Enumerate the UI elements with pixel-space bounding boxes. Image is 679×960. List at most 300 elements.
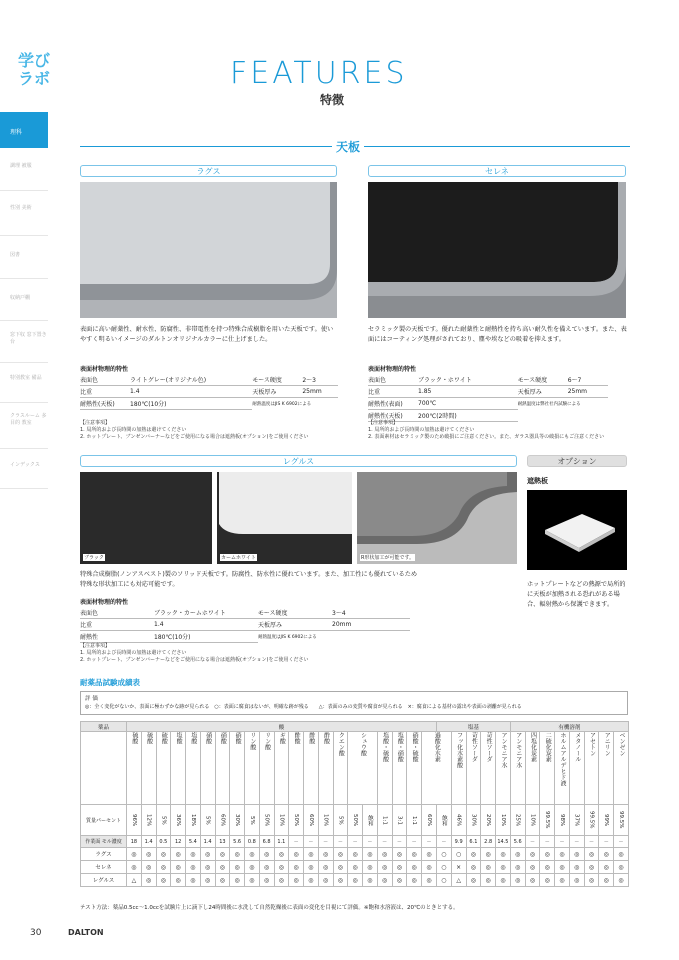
result-value: ◎	[569, 874, 584, 887]
chemical-label: 苛性ソーダ	[485, 732, 493, 762]
table-row: 表面色 ブラック・ホワイト モース硬度 6～7	[368, 374, 608, 386]
table-row: 比重 1.85 天板厚み 25mm	[368, 386, 608, 398]
concentration-text: 30%	[470, 813, 477, 827]
concentration-text: 99%	[603, 813, 610, 827]
tab-regurusu: レグルス	[80, 455, 517, 467]
test-footnote: テスト方法：薬品0.5cc～1.0ccを試験片上に滴下し24時間後に水洗して自然乾燥後に表面の変化を目視にて評価。※飽和水溶液は、20℃のときとする。	[80, 905, 459, 911]
option-title: 遮熱板	[527, 477, 548, 485]
chemical-label: 塩酸	[175, 732, 183, 744]
concentration-text: 1:1	[411, 815, 418, 825]
result-value: ◎	[466, 848, 481, 861]
chemical-name	[348, 732, 378, 805]
chemical-name	[333, 732, 348, 805]
result-value: ◎	[422, 874, 437, 887]
chemical-name	[422, 732, 452, 805]
result-value: ◎	[245, 848, 260, 861]
chemical-name	[200, 732, 215, 805]
tab-ragusu: ラグス	[80, 165, 337, 177]
concentration-text: 60%	[307, 813, 314, 827]
concentration-value	[127, 805, 142, 836]
divider	[0, 278, 48, 279]
concentration-value	[304, 805, 319, 836]
molarity-value: －	[422, 836, 437, 848]
molarity-value: 6.8	[259, 836, 274, 848]
molarity-value: －	[289, 836, 304, 848]
concentration-text: 5%	[204, 815, 211, 825]
result-value: ◎	[525, 874, 540, 887]
brand-logo: DALTON	[68, 928, 104, 937]
option-description: ホットプレートなどの熱源で局所的に天板が加熱される恐れがある場合、輻射熱から保護できます。	[527, 581, 626, 608]
concentration-value	[377, 805, 392, 836]
chemical-name	[555, 732, 570, 805]
concentration-value	[274, 805, 289, 836]
divider	[0, 362, 48, 363]
sidebar-item-classroom[interactable]: クラスルーム 多目的 教室	[10, 413, 47, 426]
table-row	[81, 836, 629, 848]
group-header: 塩基	[437, 722, 511, 732]
result-value: ◎	[599, 848, 614, 861]
result-value: ◎	[171, 848, 186, 861]
result-value: ◎	[555, 874, 570, 887]
concentration-value	[540, 805, 555, 836]
table-row	[81, 805, 629, 836]
concentration-text: 99.5%	[588, 811, 595, 829]
concentration-value	[481, 805, 496, 836]
result-value: ◎	[614, 874, 629, 887]
chemical-label: 硫酸	[130, 732, 138, 744]
concentration-value	[215, 805, 230, 836]
result-value: ◎	[525, 848, 540, 861]
table-row: 比重 1.4 天板厚み 20mm	[80, 619, 410, 631]
result-value: ◎	[186, 848, 201, 861]
result-value: ◎	[422, 861, 437, 874]
concentration-value	[186, 805, 201, 836]
regurusu-spec-table	[80, 607, 410, 643]
molarity-value: 14.5	[496, 836, 511, 848]
result-value: ◎	[525, 861, 540, 874]
sidebar-item-rika[interactable]: 理科	[0, 112, 48, 148]
divider	[0, 448, 48, 449]
concentration-text: 96%	[130, 813, 137, 827]
result-value: ◎	[230, 861, 245, 874]
result-value: ◎	[540, 848, 555, 861]
concentration-value	[259, 805, 274, 836]
molarity-value: 5.6	[230, 836, 245, 848]
result-value: ◎	[333, 861, 348, 874]
concentration-value	[569, 805, 584, 836]
sidebar-item-index[interactable]: インデックス	[10, 462, 40, 468]
molarity-value: －	[363, 836, 378, 848]
concentration-value	[392, 805, 407, 836]
chemical-name	[156, 732, 171, 805]
result-value: ◎	[584, 874, 599, 887]
molarity-value: 1.4	[141, 836, 156, 848]
result-value: ◎	[245, 861, 260, 874]
chemical-name	[215, 732, 230, 805]
result-value: ○	[451, 848, 466, 861]
legend-box: 評 価 ◎：全く変化がないか、表面に極わずかな跡が見られる ○：表面に腐食はないが、明確な跡が残る △：表面のみの変質や腐食が見られる ×：腐食による基材の露出や表面の剥離が見られる	[80, 691, 628, 715]
serene-image	[368, 182, 626, 318]
divider	[0, 235, 48, 236]
result-value: ◎	[540, 861, 555, 874]
concentration-value	[466, 805, 481, 836]
result-value: ◎	[274, 861, 289, 874]
result-value: ◎	[318, 874, 333, 887]
result-row-label: レグルス	[81, 874, 127, 887]
ragusu-image	[80, 182, 337, 318]
concentration-text: 5%	[248, 815, 255, 825]
molarity-value: 5.4	[186, 836, 201, 848]
chemical-label: 塩酸・硫酸	[381, 732, 389, 762]
result-value: ◎	[289, 874, 304, 887]
chemical-label: アンモニア水	[499, 732, 507, 768]
result-value: ◎	[466, 861, 481, 874]
chemical-label: 硫酸	[160, 732, 168, 744]
chemical-name	[289, 732, 304, 805]
molarity-value: －	[614, 836, 629, 848]
chemical-name	[525, 732, 540, 805]
sidebar-item-special[interactable]: 特別教室 備品	[10, 375, 42, 381]
concentration-text: 10%	[278, 813, 285, 827]
result-row-label: セレネ	[81, 861, 127, 874]
serene-description: セラミック製の天板です。優れた耐薬性と耐熱性を持ち高い耐久性を備えています。また、表面にはコーティング処理がされており、塵や埃などの吸着を抑えます。	[368, 326, 627, 343]
table-row: 耐熱性(天板) 180℃(10分) 耐熱温度はJIS K 6902による	[80, 398, 338, 410]
chemical-name	[259, 732, 274, 805]
chemical-label: ホルムアルデヒド液	[558, 732, 566, 786]
result-value: ◎	[186, 874, 201, 887]
result-value: ◎	[200, 848, 215, 861]
result-value: ◎	[348, 861, 363, 874]
result-value: ◎	[333, 848, 348, 861]
result-value: ◎	[333, 874, 348, 887]
chemical-label: 硝酸・硫酸	[411, 732, 419, 762]
concentration-text: 10%	[499, 813, 506, 827]
molarity-value: －	[304, 836, 319, 848]
molarity-value: －	[333, 836, 348, 848]
molarity-value: －	[318, 836, 333, 848]
chemical-label: 塩酸・硝酸	[396, 732, 404, 762]
work-surface-label: 作業面	[85, 839, 101, 845]
result-value: ◎	[127, 848, 142, 861]
sidebar-item-art[interactable]: 性別 美術	[10, 205, 32, 211]
result-value: ◎	[259, 848, 274, 861]
concentration-text: 99.5%	[617, 811, 624, 829]
chemical-name	[377, 732, 392, 805]
molarity-value: －	[599, 836, 614, 848]
chemical-label: 四塩化炭素	[529, 732, 537, 762]
sidebar-item-storage[interactable]: 収納戸棚	[10, 295, 31, 301]
chemical-label: 硝酸	[234, 732, 242, 744]
table-row	[81, 874, 629, 887]
result-value: ×	[451, 861, 466, 874]
concentration-text: 50%	[263, 813, 270, 827]
molarity-value: 1.1	[274, 836, 289, 848]
table-row	[81, 848, 629, 861]
result-value: ◎	[422, 848, 437, 861]
table-row	[81, 861, 629, 874]
serene-notes: 【注意事項】 1. 局所的および長時間の加熱は避けてください 2. 表面素材はセラミック製のため破損にご注意ください。また、ガラス器具等の破損にもご注意ください	[368, 420, 605, 440]
concentration-text: 飽和	[366, 814, 373, 826]
result-value: ◎	[259, 861, 274, 874]
chemical-name	[510, 732, 525, 805]
molarity-value: 9.9	[451, 836, 466, 848]
result-value: ◎	[156, 874, 171, 887]
divider	[0, 488, 48, 489]
concentration-value	[525, 805, 540, 836]
result-value: ◎	[156, 848, 171, 861]
result-value: ◎	[555, 861, 570, 874]
chemical-name	[540, 732, 555, 805]
molarity-value: －	[392, 836, 407, 848]
page-title: FEATURES	[230, 56, 408, 91]
sidebar-item-cooking[interactable]: 調理 被服	[10, 163, 32, 169]
concentration-text: 99.5%	[544, 811, 551, 829]
divider	[0, 190, 48, 191]
result-value: ◎	[496, 848, 511, 861]
result-value: ◎	[348, 848, 363, 861]
chemical-name	[599, 732, 614, 805]
concentration-value	[510, 805, 525, 836]
result-value: ◎	[363, 861, 378, 874]
table-row: 耐熱性 180℃(10分) 耐熱温度はJIS K 6902による	[80, 631, 410, 643]
chemical-label: 硝酸	[204, 732, 212, 744]
group-header: 酸	[127, 722, 437, 732]
chemical-name	[171, 732, 186, 805]
concentration-text: 50%	[293, 813, 300, 827]
concentration-text: 20%	[485, 813, 492, 827]
result-value: ◎	[230, 848, 245, 861]
concentration-text: 5%	[337, 815, 344, 825]
result-value: ◎	[171, 861, 186, 874]
tab-serene: セレネ	[368, 165, 626, 177]
concentration-value	[437, 805, 452, 836]
chemical-label: 酢酸	[307, 732, 315, 744]
molarity-value: 0.5	[156, 836, 171, 848]
chemical-label: メタノール	[573, 732, 581, 762]
result-value: ◎	[186, 861, 201, 874]
sidebar-item-library[interactable]: 図書	[10, 252, 21, 258]
concentration-value	[200, 805, 215, 836]
result-value: ◎	[215, 874, 230, 887]
chemical-name	[274, 732, 289, 805]
result-value: ○	[437, 861, 452, 874]
result-value: ◎	[584, 848, 599, 861]
result-value: △	[127, 874, 142, 887]
result-value: ◎	[141, 848, 156, 861]
test-title: 耐薬品試験成績表	[80, 678, 140, 687]
result-value: ◎	[392, 861, 407, 874]
result-value: ◎	[569, 848, 584, 861]
concentration-label: 質量パーセント	[81, 805, 127, 836]
result-value: ◎	[274, 848, 289, 861]
molarity-value: －	[525, 836, 540, 848]
concentration-value	[407, 805, 422, 836]
result-value: ◎	[407, 861, 422, 874]
sidebar-item-window[interactable]: 窓下収 窓下置き台	[10, 332, 47, 345]
concentration-value	[614, 805, 629, 836]
chemical-test-table	[80, 721, 629, 887]
chemical-label: ギ酸	[278, 732, 286, 744]
result-value: ◎	[466, 874, 481, 887]
group-header: 有機溶剤	[510, 722, 628, 732]
table-row: 表面色 ライトグレー(オリジナル色) モース硬度 2～3	[80, 374, 338, 386]
chemical-label: シュウ酸	[359, 732, 367, 756]
chemical-name	[127, 732, 142, 805]
concentration-text: 3:1	[396, 815, 403, 825]
concentration-value	[171, 805, 186, 836]
concentration-text: 1:1	[381, 815, 388, 825]
section-title-tenban: 天板	[332, 138, 364, 155]
result-value: ◎	[259, 874, 274, 887]
molarity-value: 5.6	[510, 836, 525, 848]
result-value: ◎	[614, 848, 629, 861]
molarity-value: －	[540, 836, 555, 848]
chemical-name	[614, 732, 629, 805]
result-value: ◎	[141, 874, 156, 887]
concentration-text: 12%	[145, 813, 152, 827]
concentration-value	[363, 805, 378, 836]
result-value: ◎	[215, 861, 230, 874]
result-value: ◎	[200, 861, 215, 874]
chemical-name	[318, 732, 333, 805]
result-value: ◎	[304, 848, 319, 861]
heat-shield-image	[527, 490, 627, 570]
concentration-value	[348, 805, 363, 836]
result-value: ◎	[245, 874, 260, 887]
molarity-value: 12	[171, 836, 186, 848]
molarity-value: －	[437, 836, 452, 848]
table-row: 耐熱性(天板) 200℃(2時間)	[368, 410, 608, 422]
concentration-value	[156, 805, 171, 836]
result-value: ◎	[304, 861, 319, 874]
chemical-label: 硝酸	[219, 732, 227, 744]
table-row: 比重 1.4 天板厚み 25mm	[80, 386, 338, 398]
concentration-text: 10%	[322, 813, 329, 827]
result-value: ◎	[496, 861, 511, 874]
result-value: ◎	[171, 874, 186, 887]
result-value: ◎	[510, 848, 525, 861]
concentration-text: 飽和	[440, 814, 447, 826]
chemical-label: 塩酸	[189, 732, 197, 744]
molarity-value: 18	[127, 836, 142, 848]
ragusu-spec-table	[80, 374, 338, 410]
chemical-name	[466, 732, 481, 805]
chemical-name	[230, 732, 245, 805]
result-value: ◎	[318, 848, 333, 861]
concentration-value	[496, 805, 511, 836]
concentration-text: 18%	[189, 813, 196, 827]
result-value: ◎	[392, 848, 407, 861]
chemical-label: 酢酸	[322, 732, 330, 744]
chemical-name	[584, 732, 599, 805]
chemical-label: 過酸化水素	[433, 732, 441, 762]
result-value: ◎	[377, 848, 392, 861]
result-value: ◎	[156, 861, 171, 874]
divider	[0, 402, 48, 403]
molarity-value: －	[377, 836, 392, 848]
chemical-name	[141, 732, 156, 805]
regurusu-spec-title: 表面材物理的特性	[80, 599, 129, 606]
concentration-value	[599, 805, 614, 836]
chemical-label: 二硫化炭素	[544, 732, 552, 762]
table-row	[81, 732, 629, 805]
result-value: ◎	[377, 874, 392, 887]
regurusu-description: 特殊合成樹脂(ノンアスベスト)製のソリッド天板です。防腐性、防水性に優れています。また、加工性にも優れているため 特殊な形状加工にも対応可能です。	[80, 571, 418, 588]
chemical-label: 硫酸	[145, 732, 153, 744]
chemical-label: アニリン	[603, 732, 611, 756]
result-value: ◎	[569, 861, 584, 874]
concentration-value	[289, 805, 304, 836]
result-value: △	[451, 874, 466, 887]
molarity-value: －	[555, 836, 570, 848]
result-value: ◎	[481, 861, 496, 874]
table-row: 耐熱性(表面) 700℃ 耐熱温度は弊社社内試験による	[368, 398, 608, 410]
concentration-value	[141, 805, 156, 836]
molarity-value: 2.8	[481, 836, 496, 848]
divider	[0, 320, 48, 321]
chemical-name	[481, 732, 496, 805]
result-value: ◎	[510, 874, 525, 887]
table-row	[81, 722, 629, 732]
result-value: ◎	[141, 861, 156, 874]
concentration-text: 98%	[558, 813, 565, 827]
result-row-label: ラグス	[81, 848, 127, 861]
concentration-text: 46%	[455, 813, 462, 827]
serene-spec-table	[368, 374, 608, 422]
concentration-text: 60%	[426, 813, 433, 827]
result-value: ◎	[127, 861, 142, 874]
chemical-name	[496, 732, 511, 805]
ragusu-spec-title: 表面材物理的特性	[80, 366, 129, 373]
molarity-value: －	[569, 836, 584, 848]
chemical-label: クエン酸	[337, 732, 345, 756]
molarity-value: 0.8	[245, 836, 260, 848]
concentration-text: 36%	[175, 813, 182, 827]
result-value: ○	[437, 848, 452, 861]
group-header-label: 薬品	[81, 722, 127, 732]
concentration-text: 50%	[352, 813, 359, 827]
result-value: ◎	[599, 861, 614, 874]
result-value: ◎	[407, 848, 422, 861]
molarity-value: 6.1	[466, 836, 481, 848]
result-value: ◎	[230, 874, 245, 887]
chemical-label: リン酸	[263, 732, 271, 750]
concentration-text: 30%	[234, 813, 241, 827]
result-value: ◎	[555, 848, 570, 861]
table-row: 表面色 ブラック・カームホワイト モース硬度 3～4	[80, 607, 410, 619]
result-value: ◎	[599, 874, 614, 887]
result-value: ○	[437, 874, 452, 887]
chemical-name	[407, 732, 422, 805]
concentration-value	[318, 805, 333, 836]
regurusu-notes: 【注意事項】 1. 局所的および長時間の加熱は避けてください 2. ホットプレート、ブンゼンバーナーなどをご使用になる場合は遮熱板(オプション)をご使用ください	[80, 643, 309, 663]
molarity-value: －	[407, 836, 422, 848]
concentration-text: 5%	[160, 815, 167, 825]
chemical-name	[451, 732, 466, 805]
result-value: ◎	[481, 848, 496, 861]
chemical-name	[392, 732, 407, 805]
concentration-value	[245, 805, 260, 836]
chemical-label: リン酸	[248, 732, 256, 750]
concentration-value	[230, 805, 245, 836]
chemical-label: 苛性ソーダ	[470, 732, 478, 762]
molarity-label	[81, 836, 127, 848]
result-value: ◎	[215, 848, 230, 861]
chemical-label: ベンゼン	[617, 732, 625, 756]
chemical-label: フッ化水素酸	[455, 732, 463, 768]
molarity-value: －	[584, 836, 599, 848]
chemical-name	[186, 732, 201, 805]
